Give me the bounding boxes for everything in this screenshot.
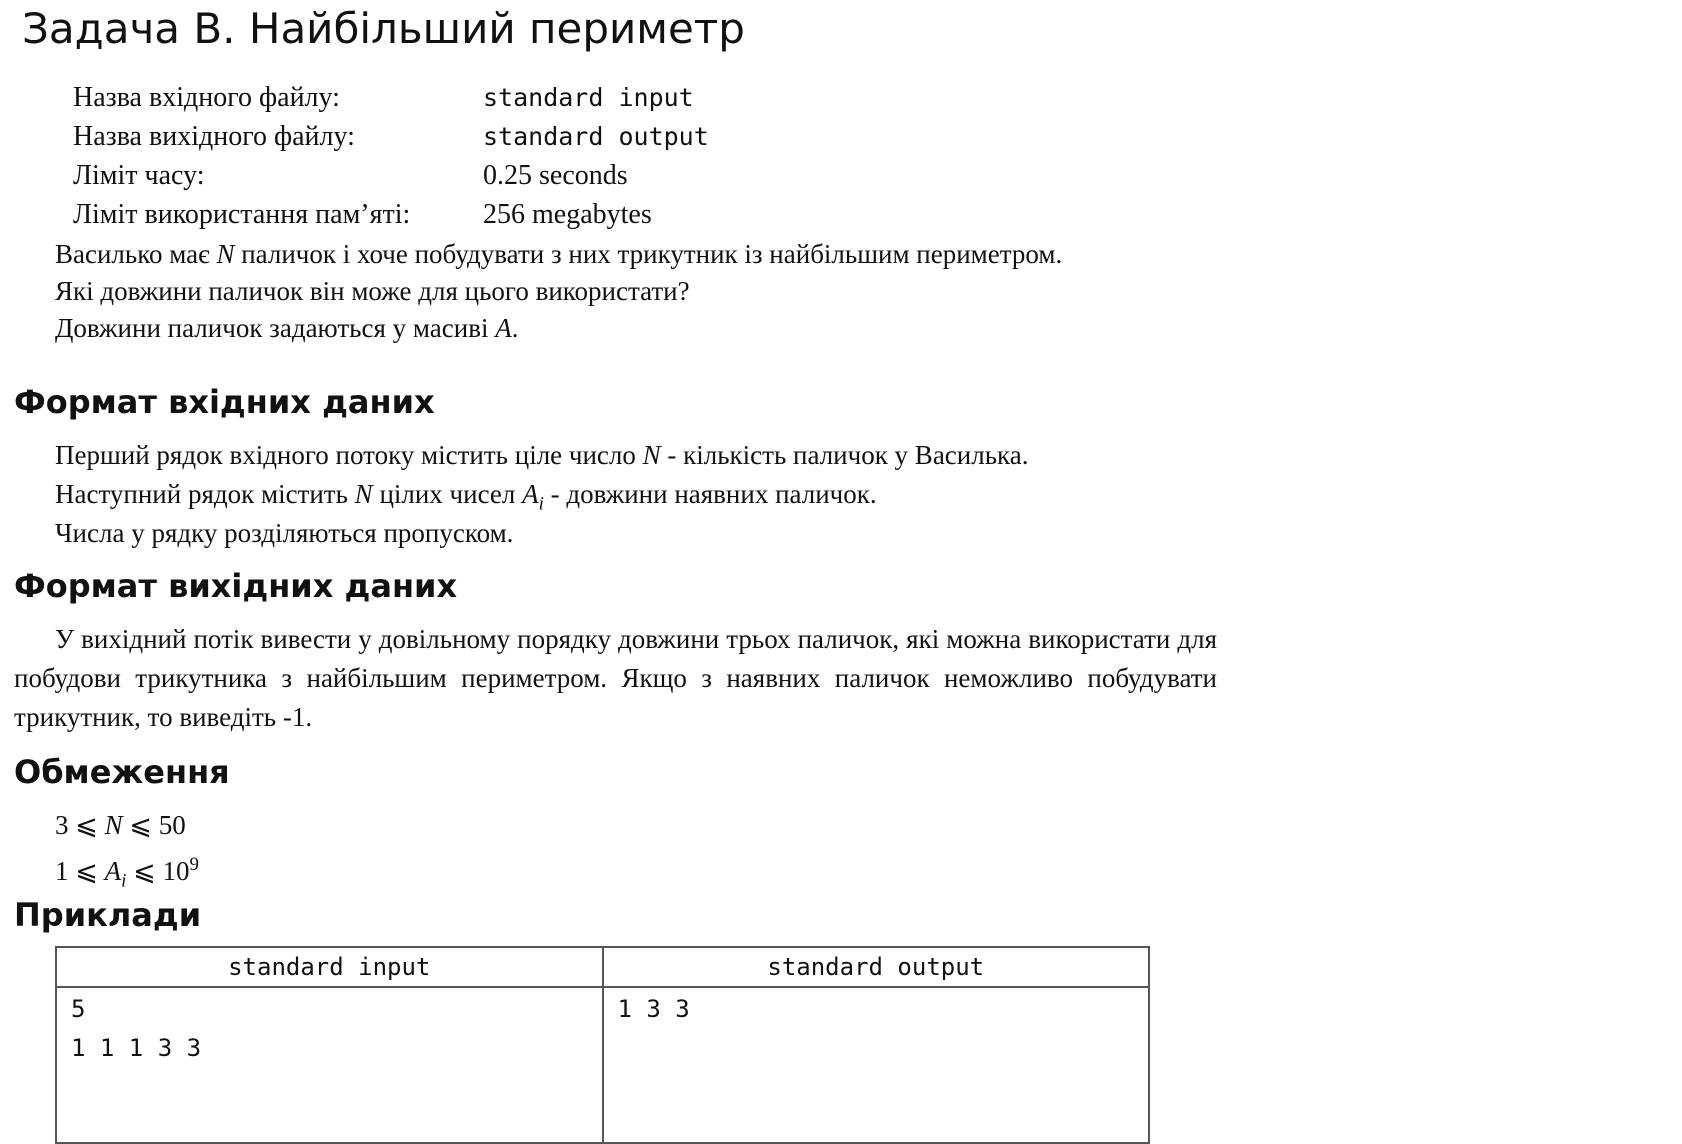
output-format-text: У вихідний потік вивести у довільному порядку довжини трьох паличок, які можна використати для побудови трикутника з найбільшим периметром. Якщо з наявних паличок неможливо побудувати трикутник, то виведіть -1. — [14, 624, 1217, 732]
math-var: N — [104, 810, 123, 840]
text: цілих чисел — [372, 479, 523, 509]
text: Наступний рядок містить — [55, 479, 355, 509]
examples-col-output: standard output — [603, 947, 1150, 987]
meta-row-time-limit — [73, 156, 709, 195]
meta-row-memory-limit — [73, 195, 709, 234]
examples-header-row — [56, 947, 1149, 987]
text: 3 ⩽ — [55, 810, 105, 840]
example-output-cell: 1 3 3 — [603, 987, 1150, 1143]
math-subscript: i — [121, 870, 127, 892]
text: - кількість паличок у Василька. — [660, 440, 1029, 470]
meta-row-input-file — [73, 78, 709, 117]
constraint-2 — [55, 845, 199, 900]
math-var: A — [104, 856, 122, 886]
examples-col-input: standard input — [56, 947, 603, 987]
meta-label: Назва вхідного файлу: — [73, 81, 340, 113]
meta-value: standard output — [483, 122, 709, 151]
input-format-line-3: Числа у рядку розділяються пропуском. — [55, 518, 514, 548]
statement-line-3 — [55, 309, 518, 348]
statement-line-1 — [55, 235, 1062, 274]
meta-value: standard input — [483, 83, 694, 112]
text: Перший рядок вхідного потоку містить ціле число — [55, 440, 643, 470]
math-var: N — [354, 479, 373, 509]
math-superscript: 9 — [189, 854, 199, 875]
text: 1 ⩽ — [55, 856, 105, 886]
table-row — [56, 987, 1149, 1143]
examples-heading: Приклади — [14, 896, 202, 934]
meta-row-output-file — [73, 117, 709, 156]
math-var: A — [495, 313, 512, 343]
text: - довжини наявних паличок. — [543, 479, 877, 509]
math-subscript: i — [538, 493, 544, 515]
problem-title: Задача B. Найбільший периметр — [22, 4, 745, 53]
statement-line-2: Які довжини паличок він може для цього використати? — [55, 276, 690, 306]
output-format-heading: Формат вихідних даних — [14, 567, 458, 605]
example-input-cell: 5 1 1 1 3 3 — [56, 987, 603, 1143]
math-var: N — [642, 440, 661, 470]
meta-value: 256 megabytes — [483, 198, 652, 230]
input-format-heading: Формат вхідних даних — [14, 383, 435, 421]
text: Довжини паличок задаються у масиві — [55, 313, 496, 343]
problem-meta-table — [73, 78, 709, 234]
input-format-line-1 — [55, 436, 1028, 475]
meta-value: 0.25 seconds — [483, 159, 628, 191]
text: . — [511, 313, 519, 343]
meta-label: Назва вихідного файлу: — [73, 120, 355, 152]
text: паличок і хоче побудувати з них трикутник із найбільшим периметром. — [234, 239, 1063, 269]
meta-label: Ліміт часу: — [73, 159, 205, 191]
examples-table — [55, 946, 1150, 1144]
text: Василько має — [55, 239, 217, 269]
text: ⩽ 50 — [122, 810, 186, 840]
math-var: N — [216, 239, 235, 269]
math-var: A — [522, 479, 539, 509]
meta-label: Ліміт використання пам’яті: — [73, 198, 411, 230]
constraint-1 — [55, 806, 186, 845]
text: ⩽ 10 — [126, 856, 190, 886]
constraints-heading: Обмеження — [14, 753, 230, 791]
